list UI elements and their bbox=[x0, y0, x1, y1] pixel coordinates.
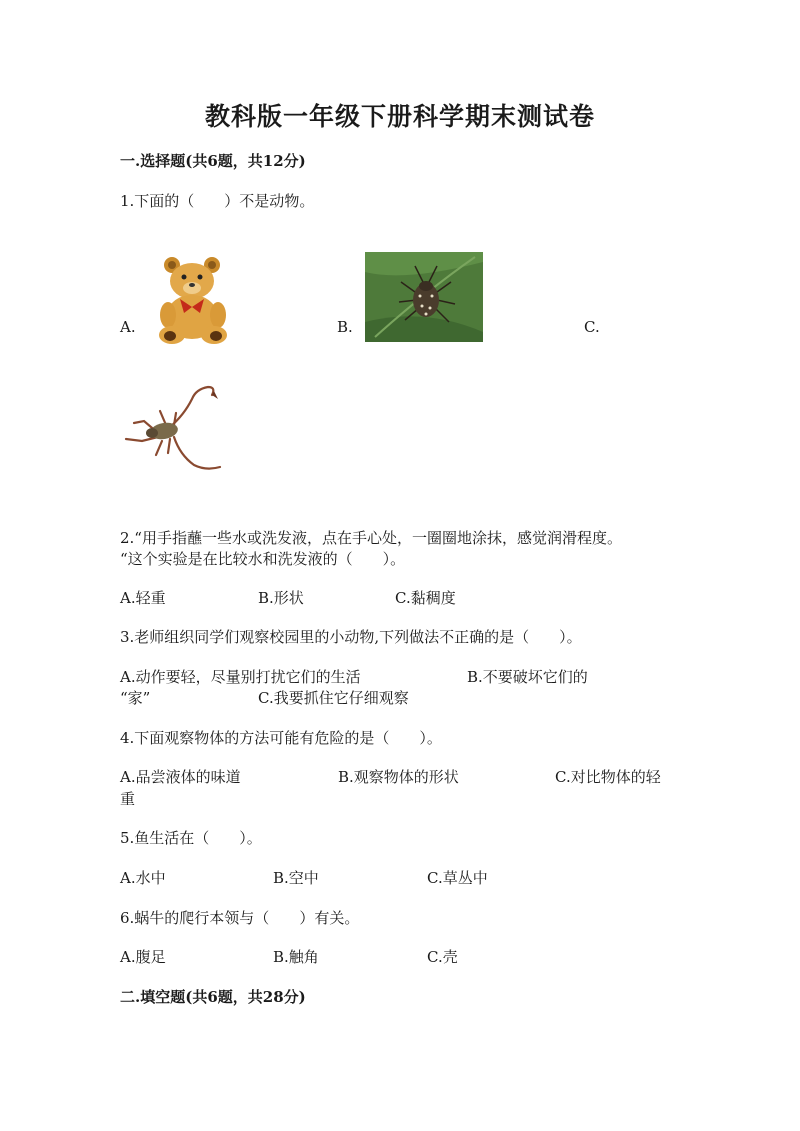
question-4-option-c: C.对比物体的轻 bbox=[555, 768, 661, 786]
question-2-option-a: A.轻重 bbox=[120, 589, 166, 607]
question-2-stem-line1: 2.“用手指蘸一些水或洗发液，点在手心处，一圈圈地涂抹，感觉润滑程度。 bbox=[120, 529, 622, 547]
question-4-stem: 4.下面观察物体的方法可能有危险的是（ ）。 bbox=[120, 729, 442, 747]
page-title: 教科版一年级下册科学期末测试卷 bbox=[204, 102, 595, 131]
question-4-option-a: A.品尝液体的味道 bbox=[120, 768, 241, 786]
question-5-option-c: C.草丛中 bbox=[427, 869, 488, 887]
question-4-option-b: B.观察物体的形状 bbox=[338, 768, 459, 786]
section-heading-choice: 一.选择题(共6题，共12分) bbox=[120, 152, 306, 170]
stink-bug-image bbox=[365, 252, 483, 342]
question-3-option-b: B.不要破坏它们的 bbox=[467, 668, 588, 686]
question-2-option-c: C.黏稠度 bbox=[395, 589, 456, 607]
question-5-option-a: A.水中 bbox=[120, 869, 166, 887]
question-6-option-c: C.壳 bbox=[427, 948, 458, 966]
question-4-option-c-continued: 重 bbox=[120, 790, 136, 808]
question-1-option-a: A. bbox=[120, 318, 136, 336]
section-heading-fill-blank: 二.填空题(共6题，共28分) bbox=[120, 988, 306, 1006]
question-2-option-b: B.形状 bbox=[258, 589, 304, 607]
teddy-bear-image bbox=[150, 255, 240, 345]
question-6-option-a: A.腹足 bbox=[120, 948, 166, 966]
question-5-stem: 5.鱼生活在（ ）。 bbox=[120, 829, 262, 847]
question-6-option-b: B.触角 bbox=[273, 948, 319, 966]
question-1-option-b: B. bbox=[337, 318, 353, 336]
question-3-option-b-continued: “家” bbox=[120, 689, 151, 707]
question-3-stem: 3.老师组织同学们观察校园里的小动物,下列做法不正确的是（ ）。 bbox=[120, 628, 582, 646]
question-3-option-c: C.我要抓住它仔细观察 bbox=[258, 689, 409, 707]
question-2-stem-line2: “这个实验是在比较水和洗发液的（ ）。 bbox=[120, 550, 406, 568]
question-1-option-c: C. bbox=[584, 318, 600, 336]
question-6-stem: 6.蜗牛的爬行本领与（ ）有关。 bbox=[120, 909, 360, 927]
question-1-stem: 1.下面的（ ）不是动物。 bbox=[120, 192, 315, 210]
question-3-option-a: A.动作要轻，尽量别打扰它们的生活 bbox=[120, 668, 361, 686]
scorpion-image bbox=[122, 385, 224, 473]
question-5-option-b: B.空中 bbox=[273, 869, 319, 887]
